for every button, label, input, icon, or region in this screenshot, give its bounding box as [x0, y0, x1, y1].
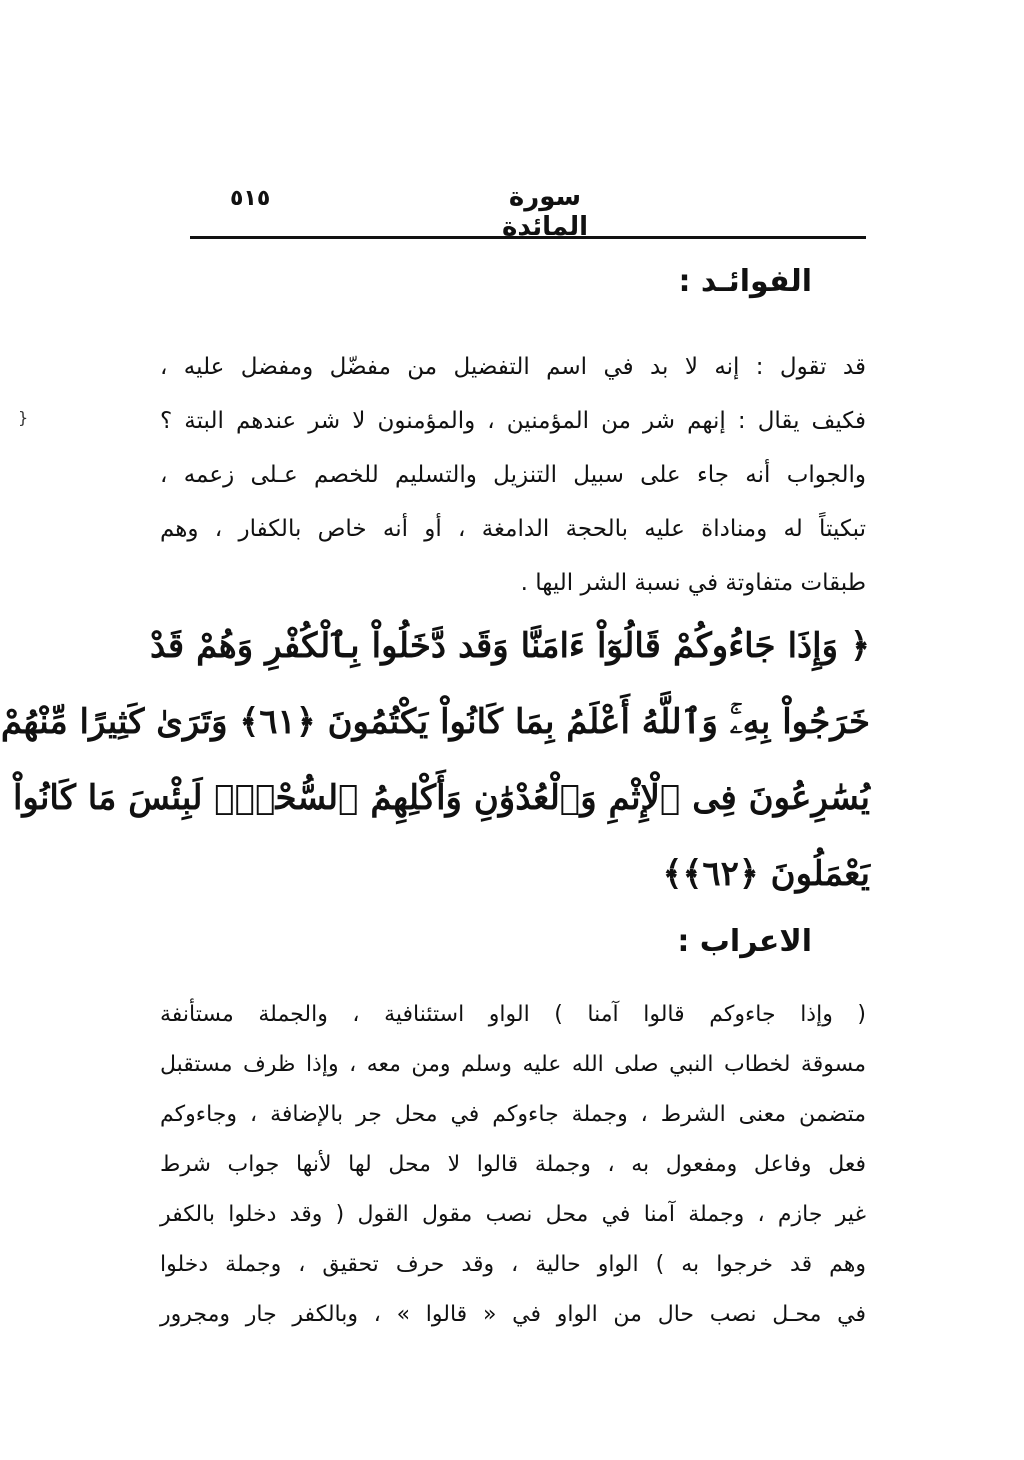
fawaid-line: طبقات متفاوتة في نسبة الشر اليها .	[520, 570, 866, 596]
irab-line: ( وإذا جاءوكم قالوا آمنا ) الواو استئنافية ، والجملة مستأنفة	[160, 1002, 866, 1027]
irab-line: غير جازم ، وجملة آمنا في محل نصب مقول القول ( وقد دخلوا بالكفر	[160, 1202, 866, 1227]
irab-line: في محـل نصب حال من الواو في « قالوا » ، وبالكفر جار ومجرور	[160, 1302, 866, 1327]
fawaid-line: فكيف يقال : إنهم شر من المؤمنين ، والمؤمنون لا شر عندهم البتة ؟	[160, 408, 866, 434]
page-header	[190, 176, 866, 242]
fawaid-paragraph	[160, 340, 866, 610]
irab-line: فعل وفاعل ومفعول به ، وجملة قالوا لا محل لها لأنها جواب شرط	[160, 1152, 866, 1177]
verse-line: يَعْمَلُونَ ﴿٦٢﴾﴾	[662, 854, 870, 894]
verse-line: خَرَجُواْ بِهِۦۚ وَٱللَّهُ أَعْلَمُ بِمَا كَانُواْ يَكْتُمُونَ ﴿٦١﴾ وَتَرَىٰ كَثِيرًا مِّنْهُمْ	[0, 702, 870, 742]
irab-line: متضمن معنى الشرط ، وجملة جاءوكم في محل جر بالإضافة ، وجاءوكم	[160, 1102, 866, 1127]
irab-paragraph	[160, 990, 866, 1340]
surah-title: سورة المائدة	[502, 182, 588, 242]
irab-line: مسوقة لخطاب النبي صلى الله عليه وسلم ومن معه ، وإذا ظرف مستقبل	[160, 1052, 866, 1077]
page-number: ٥١٥	[230, 186, 271, 211]
fawaid-line: والجواب أنه جاء على سبيل التنزيل والتسليم للخصم عـلى زعمه ،	[160, 462, 866, 488]
fawaid-line: تبكيتاً له ومناداة عليه بالحجة الدامغة ، أو أنه خاص بالكفار ، وهم	[160, 516, 866, 542]
verse-line: يُسَٰرِعُونَ فِى ٱلْإِثْمِ وَٱلْعُدْوَٰنِ وَأَكْلِهِمُ ٱلسُّحْتَۚ لَبِئْسَ مَا كَانُواْ	[12, 778, 870, 818]
margin-bracket-mark: }	[18, 408, 29, 427]
fawaid-heading: الفوائـد :	[678, 264, 812, 299]
header-divider	[190, 236, 866, 239]
verse-line: ﴿ وَإِذَا جَاءُوكُمْ قَالُوٓاْ ءَامَنَّا وَقَد دَّخَلُواْ بِٱلْكُفْرِ وَهُمْ قَدْ	[150, 626, 871, 666]
quran-verse-block	[0, 608, 871, 912]
irab-heading: الاعراب :	[677, 924, 812, 959]
fawaid-line: قد تقول : إنه لا بد في اسم التفضيل من مفضّل ومفضل عليه ،	[160, 354, 866, 380]
irab-line: وهم قد خرجوا به ) الواو حالية ، وقد حرف تحقيق ، وجملة دخلوا	[160, 1252, 866, 1277]
